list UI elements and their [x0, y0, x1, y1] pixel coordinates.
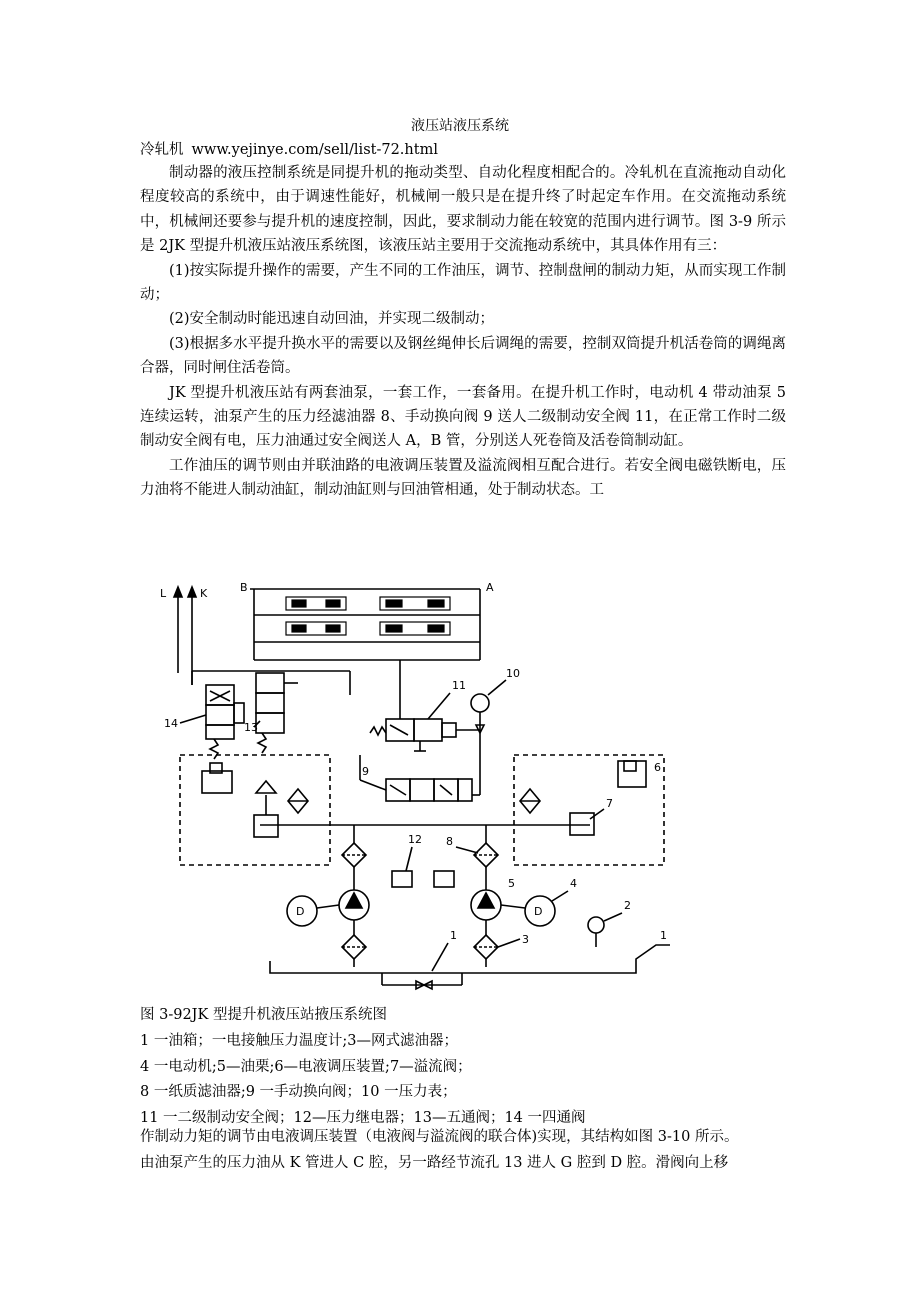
source-url[interactable]: www.yejinye.com/sell/list-72.html	[191, 142, 438, 158]
filters-8	[342, 825, 498, 867]
label-8: 8	[446, 835, 453, 848]
motor-right-label: D	[534, 905, 543, 918]
label-6: 6	[654, 761, 661, 774]
label-11: 11	[452, 679, 466, 692]
legend-line: 4 一电动机;5—油栗;6—电液调压装置;7—溢流阀；	[140, 1058, 472, 1075]
paragraph: 制动器的液压控制系统是同提升机的拖动类型、自动化程度相配合的。冷轧机在直流拖动自动化程度较高的系统中，由于调速性能好，机械闸一般只是在提升终了时起定车作用。在交流拖动系统中，机械闸还要参与提升机的速度控制，因此，要求制动力能在较宽的范围内进行调节。图 3-9 所示是 2JK 型提升机液压站液压系统图，该液压站主要用于交流拖动系统中，其具体作用有三：	[140, 165, 786, 255]
label-1a: 1	[450, 929, 457, 942]
paragraph: (1)按实际提升操作的需要，产生不同的工作油压，调节、控制盘闸的制动力矩，从而实现工作制动；	[140, 262, 786, 304]
label-4: 4	[570, 877, 577, 890]
label-3: 3	[522, 933, 529, 946]
safety-valve-11	[370, 679, 466, 751]
right-regulator-unit	[514, 755, 664, 865]
suction-filters-3	[342, 920, 529, 967]
motor-left-label: D	[296, 905, 305, 918]
label-9: 9	[362, 765, 369, 778]
label-14: 14	[164, 717, 178, 730]
label-10: 10	[506, 667, 520, 680]
label-2: 2	[624, 899, 631, 912]
continuation-line: 由油泵产生的压力油从 K 管进人 C 腔，另一路经节流孔 13 进人 G 腔到 D 腔。滑阀向上移	[140, 1154, 729, 1171]
figure-legend	[140, 1029, 586, 1131]
pumps-5	[339, 867, 515, 920]
label-12: 12	[408, 833, 422, 846]
label-13: 13	[244, 721, 258, 734]
continuation-text	[140, 1125, 796, 1176]
label-7: 7	[606, 797, 613, 810]
left-regulator-unit	[180, 755, 330, 865]
oil-tank-1	[270, 929, 670, 989]
valves-13-14	[164, 671, 350, 759]
label-A: A	[486, 581, 494, 594]
pressure-relays-12	[392, 833, 454, 887]
paragraph: (3)根据多水平提升换水平的需要以及钢丝绳伸长后调绳的需要，控制双筒提升机活卷筒的调绳离合器，同时闸住活卷筒。	[140, 335, 786, 377]
continuation-line: 作制动力矩的调节由电液调压装置（电液阀与溢流阀的联合体)实现，其结构如图 3-10 所示。	[140, 1129, 739, 1145]
label-5: 5	[508, 877, 515, 890]
figure-caption: 图 3-92JK 型提升机液压站掖压系统图	[140, 1007, 387, 1023]
body-text	[140, 161, 786, 503]
source-line	[140, 138, 438, 159]
paragraph: JK 型提升机液压站有两套油泵，一套工作，一套备用。在提升机工作时，电动机 4 带动油泵 5 连续运转，油泵产生的压力经滤油器 8、手动换向阀 9 送人二级制动安全阀 11，在正常工作时二级制动安全阀有电，压力油通过安全阀送人 A，B 管，分别送人死卷筒及活卷筒制动缸。	[140, 384, 786, 450]
manual-valve-9	[360, 750, 480, 801]
legend-line: 1 一油箱；一电接触压力温度计;3—网式滤油器；	[140, 1033, 458, 1049]
page-title: 液压站液压系统	[411, 118, 509, 134]
hydraulic-system-diagram	[150, 575, 690, 995]
legend-line: 11 一二级制动安全阀；12—压力继电器；13—五通阀；14 一四通阀	[140, 1109, 586, 1126]
label-B: B	[240, 581, 248, 594]
paragraph: (2)安全制动时能迅速自动回油，并实现二级制动；	[169, 311, 495, 328]
thermometer-2	[588, 899, 631, 947]
brake-cylinders	[240, 581, 494, 695]
paragraph: 工作油压的调节则由并联油路的电液调压装置及溢流阀相互配合进行。若安全阀电磁铁断电，压力油将不能进人制动油缸，制动油缸则与回油管相通，处于制动状态。工	[140, 457, 786, 499]
source-label: 冷轧机	[140, 142, 184, 158]
motors-4	[287, 877, 577, 926]
label-1b: 1	[660, 929, 667, 942]
legend-line: 8 一纸质滤油器;9 一手动换向阀；10 一压力表；	[140, 1084, 457, 1100]
label-K: K	[200, 587, 208, 600]
label-L: L	[160, 587, 167, 600]
